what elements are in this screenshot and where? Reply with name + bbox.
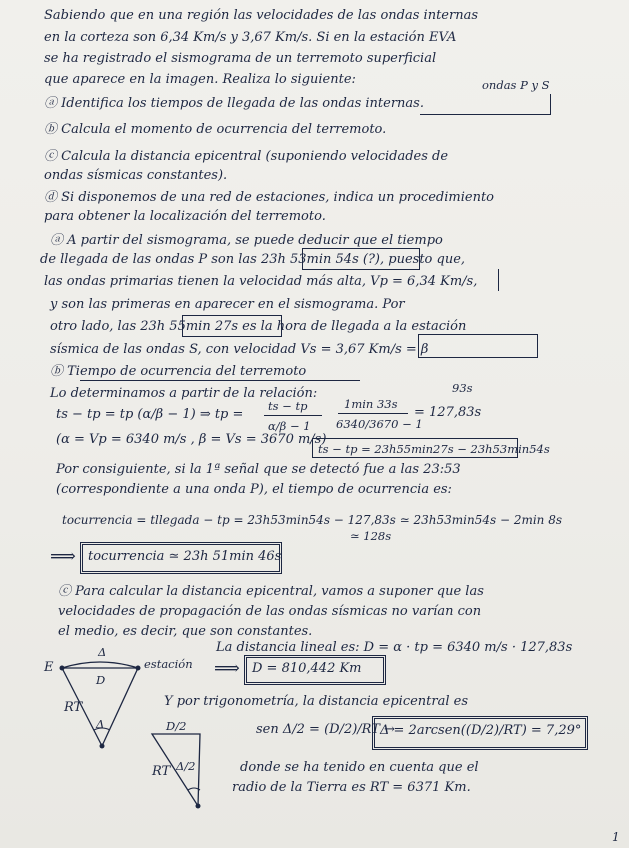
problem-item-b: ⓑ Calcula el momento de ocurrencia del terremoto. (44, 122, 387, 137)
label-delta: Δ (98, 645, 107, 659)
radius-right (102, 668, 138, 746)
part-a-line-2: de llegada de las ondas P son las 23h 53min 54s (?), puesto que, (40, 252, 466, 267)
part-b-intro: Lo determinamos a partir de la relación: (50, 386, 318, 401)
label-d: D (96, 673, 106, 687)
radius-line-2: radio de la Tierra es RT = 6371 Km. (232, 780, 471, 795)
problem-item-a: ⓐ Identifica los tiempos de llegada de las ondas internas. (44, 96, 424, 111)
eq2-note: ≃ 128s (350, 529, 392, 543)
problem-line-4: que aparece en la imagen. Realiza lo siguiente: (44, 72, 356, 87)
arrival-difference: ts − tp = 23h55min27s − 23h53min54s (318, 442, 550, 456)
problem-item-d: ⓓ Si disponemos de una red de estaciones, indica un procedimiento (44, 190, 495, 205)
label-rt: RT (64, 700, 83, 715)
problem-line-2: en la corteza son 6,34 Km/s y 3,67 Km/s. Si en la estación EVA (44, 30, 457, 45)
part-a-line-5: otro lado, las 23h 55min 27s es la hora de llegada a la estación (50, 319, 467, 334)
part-a-line-1: ⓐ A partir del sismograma, se puede deducir que el tiempo (50, 233, 443, 248)
problem-line-3: se ha registrado el sismograma de un terremoto superficial (44, 51, 437, 66)
problem-item-d-cont: para obtener la localización del terremoto. (44, 209, 326, 224)
greek-definition: (α = Vp = 6340 m/s , β = Vs = 3670 m/s) (56, 432, 327, 447)
half-center-point (196, 804, 201, 809)
surface-arc (62, 662, 138, 668)
trig-equation: sen Δ/2 = (D/2)/RT → (256, 722, 395, 737)
part-c-line-3: el medio, es decir, que son constantes. (58, 624, 313, 639)
linear-result: D = 810,442 Km (252, 661, 362, 676)
earth-center-point (100, 744, 105, 749)
eq2: tocurrencia = tllegada − tp = 23h53min54s − 127,83s ≃ 23h53min54s − 2min 8s (62, 513, 563, 527)
trig-result: Δ = 2arcsen((D/2)/RT) = 7,29° (380, 723, 582, 738)
part-a-line-4: y son las primeras en aparecer en el sismograma. Por (50, 297, 405, 312)
occurrence-result: tocurrencia ≃ 23h 51min 46s (88, 549, 282, 564)
part-c-line-2: velocidades de propagación de las ondas sísmicas no varían con (58, 604, 482, 619)
eq1-denominator-2: 6340/3670 − 1 (336, 417, 423, 431)
label-station: estación (144, 657, 193, 671)
margin-note: ondas P y S (482, 78, 550, 92)
eq1-result: = 127,83s (414, 405, 482, 420)
eq1-denominator: α/β − 1 (268, 419, 311, 433)
part-c-line-1: ⓒ Para calcular la distancia epicentral, vamos a suponer que las (58, 584, 484, 599)
eq1-numerator-2: 1min 33s (344, 397, 398, 411)
note-93s: 93s (452, 381, 473, 395)
label-half: Δ/2 (176, 759, 196, 773)
problem-item-c-cont: ondas sísmicas constantes). (44, 168, 228, 183)
eq1-left: ts − tp = tp (α/β − 1) ⇒ tp = (56, 407, 244, 422)
part-b-title: ⓑ Tiempo de ocurrencia del terremoto (50, 364, 307, 379)
result-arrow: ⟹ (50, 546, 76, 567)
radius-line-1: donde se ha tenido en cuenta que el (240, 760, 479, 775)
conclusion-line-2: (correspondiente a una onda P), el tiempo de ocurrencia es: (56, 482, 452, 497)
conclusion-line-1: Por consiguiente, si la 1ª señal que se detectó fue a las 23:53 (56, 462, 461, 477)
label-rt2: RT (152, 764, 171, 779)
part-a-line-3: las ondas primarias tienen la velocidad más alta, Vp = 6,34 Km/s, (44, 274, 478, 289)
eq1-numerator: ts − tp (268, 399, 308, 413)
linear-arrow: ⟹ (214, 658, 240, 679)
trig-line: Y por trigonometría, la distancia epicentral es (164, 694, 469, 709)
problem-line-1: Sabiendo que en una región las velocidades de las ondas internas (44, 8, 479, 23)
epicenter-point (60, 666, 65, 671)
station-point (136, 666, 141, 671)
page-number: 1 (612, 830, 620, 844)
part-a-line-6: sísmica de las ondas S, con velocidad Vs = 3,67 Km/s = β (50, 342, 429, 357)
label-e: E (44, 660, 54, 675)
problem-item-c: ⓒ Calcula la distancia epicentral (suponiendo velocidades de (44, 149, 449, 164)
label-d2: D/2 (166, 719, 187, 733)
linear-distance: La distancia lineal es: D = α · tp = 6340 m/s · 127,83s (216, 640, 573, 655)
label-center-delta: Δ (96, 717, 105, 731)
